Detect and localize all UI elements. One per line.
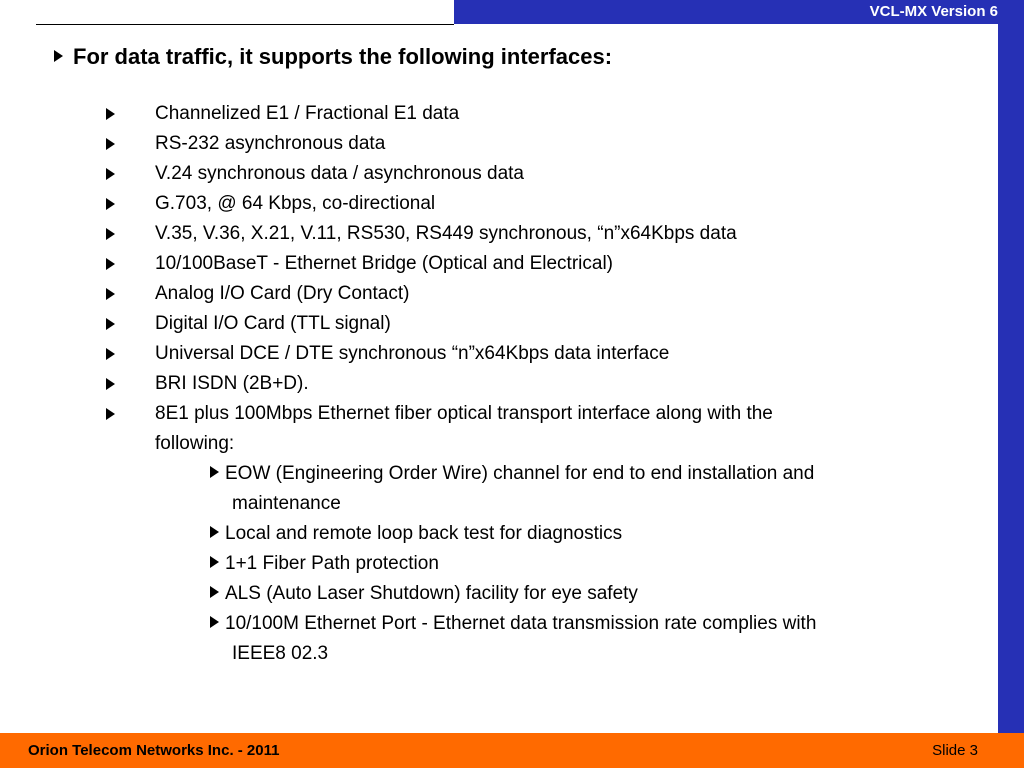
sub-list-item-text: EOW (Engineering Order Wire) channel for end to end installation and [225, 463, 815, 484]
footer-company: Orion Telecom Networks Inc. - 2011 [28, 742, 280, 759]
footer-bar [0, 733, 1024, 768]
arrowhead-bullet-icon [106, 378, 115, 390]
slide-heading [54, 44, 612, 70]
list-item-text: 10/100BaseT - Ethernet Bridge (Optical and Electrical) [155, 253, 613, 274]
sub-list-item-text: 1+1 Fiber Path protection [225, 553, 439, 574]
sub-list-item [210, 549, 439, 579]
sub-list-item [210, 519, 622, 549]
arrowhead-bullet-icon [210, 586, 219, 598]
sub-list-item [210, 459, 814, 489]
top-divider [36, 24, 454, 25]
arrowhead-bullet-icon [106, 408, 115, 420]
arrowhead-bullet-icon [106, 138, 115, 150]
arrowhead-bullet-icon [210, 466, 219, 478]
sub-list-item-text: ALS (Auto Laser Shutdown) facility for eye safety [225, 583, 638, 604]
list-item-text: V.24 synchronous data / asynchronous data [155, 163, 524, 184]
sub-list-item-text: 10/100M Ethernet Port - Ethernet data transmission rate complies with [225, 613, 817, 634]
list-item-text: RS-232 asynchronous data [155, 133, 386, 154]
arrowhead-bullet-icon [210, 616, 219, 628]
arrowhead-bullet-icon [106, 228, 115, 240]
list-item-text: 8E1 plus 100Mbps Ethernet fiber optical transport interface along with the [155, 403, 773, 424]
list-item-continuation: following: [155, 433, 235, 454]
arrowhead-bullet-icon [106, 258, 115, 270]
list-item-text: G.703, @ 64 Kbps, co-directional [155, 193, 436, 214]
side-bar [998, 0, 1024, 733]
arrowhead-bullet-icon [106, 168, 115, 180]
list-item-text: Channelized E1 / Fractional E1 data [155, 103, 460, 124]
list-item-text: V.35, V.36, X.21, V.11, RS530, RS449 synchronous, “n”x64Kbps data [155, 223, 737, 244]
arrowhead-bullet-icon [210, 556, 219, 568]
sub-list-item-continuation: IEEE8 02.3 [232, 643, 329, 664]
list-item-text: Analog I/O Card (Dry Contact) [155, 283, 410, 304]
slide-heading-text: For data traffic, it supports the following interfaces: [73, 44, 613, 69]
arrowhead-bullet-icon [106, 318, 115, 330]
sub-list-item-continuation: maintenance [232, 493, 341, 514]
arrowhead-bullet-icon [106, 108, 115, 120]
arrowhead-bullet-icon [210, 526, 219, 538]
sub-list-item [210, 609, 816, 639]
header-title: VCL-MX Version 6 [869, 3, 998, 20]
list-item-text: Universal DCE / DTE synchronous “n”x64Kbps data interface [155, 343, 670, 364]
list-item-text: Digital I/O Card (TTL signal) [155, 313, 391, 334]
arrowhead-bullet-icon [54, 50, 63, 62]
sub-list-item-text: Local and remote loop back test for diagnostics [225, 523, 623, 544]
slide-number: Slide 3 [932, 742, 978, 759]
sub-list-item [210, 579, 638, 609]
arrowhead-bullet-icon [106, 348, 115, 360]
arrowhead-bullet-icon [106, 198, 115, 210]
list-item-text: BRI ISDN (2B+D). [155, 373, 309, 394]
header-bar [454, 0, 1000, 24]
arrowhead-bullet-icon [106, 288, 115, 300]
